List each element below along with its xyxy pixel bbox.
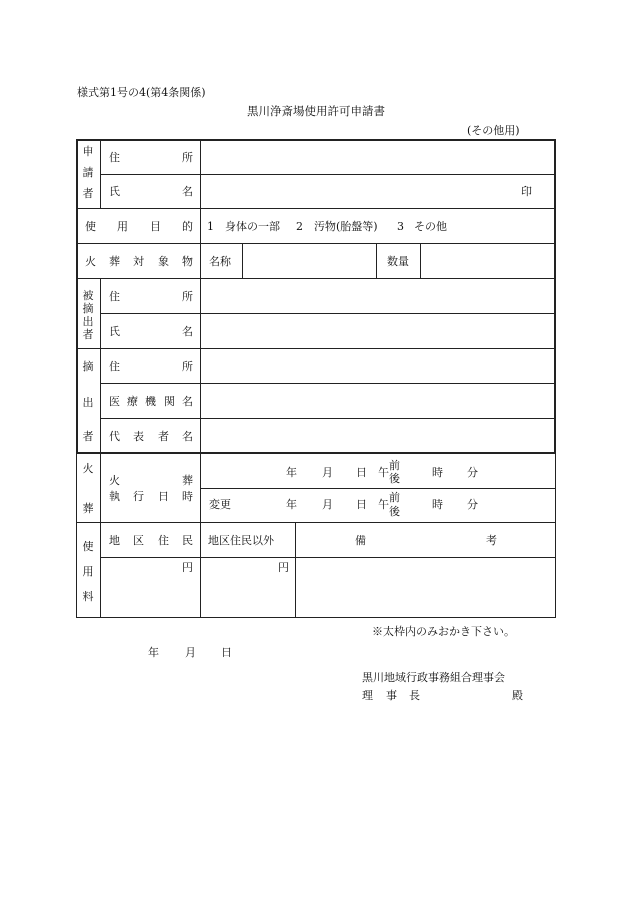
organization-name: 黒川地域行政事務組合理事会 <box>362 671 505 684</box>
applicant-address-field[interactable] <box>202 141 554 173</box>
object-quantity-field[interactable] <box>422 245 553 277</box>
date-day: 日 <box>221 646 232 659</box>
extractor-label-2: 出 <box>82 396 94 409</box>
fee-label-3: 料 <box>82 590 94 603</box>
purpose-label-3: 目 <box>150 220 161 233</box>
cremation-label-2: 葬 <box>82 502 94 515</box>
change-day-unit: 日 <box>356 498 367 511</box>
purpose-option-1-number: 1 <box>207 220 214 233</box>
change-minute-unit: 分 <box>467 498 478 511</box>
applicant-address-label-2: 所 <box>182 151 193 164</box>
remarks-field[interactable] <box>296 558 554 616</box>
extracted-name-field[interactable] <box>202 315 554 347</box>
hour-unit: 時 <box>432 466 443 479</box>
change-pm-option[interactable]: 後 <box>389 505 400 518</box>
institution-label-1: 医 <box>109 395 120 408</box>
resident-label-4: 民 <box>182 534 193 547</box>
purpose-option-3[interactable]: その他 <box>414 220 447 233</box>
am-option[interactable]: 前 <box>389 459 400 472</box>
institution-label-5: 名 <box>182 395 193 408</box>
purpose-label-4: 的 <box>182 220 193 233</box>
object-label-2: 葬 <box>109 255 120 268</box>
representative-label-2: 表 <box>133 430 144 443</box>
nonresident-label: 地区住民以外 <box>208 534 274 547</box>
change-label: 変更 <box>209 498 231 511</box>
purpose-label-1: 使 <box>85 220 96 233</box>
extracted-name-label-1: 氏 <box>109 325 120 338</box>
cremation-label-1: 火 <box>82 462 94 475</box>
resident-fee-field[interactable] <box>101 558 199 616</box>
extractor-address-label-1: 住 <box>109 360 120 373</box>
applicant-name-label-1: 氏 <box>109 185 120 198</box>
cremation-dt-label-1b: 葬 <box>182 474 193 487</box>
extracted-name-label-2: 名 <box>182 325 193 338</box>
cremation-dt-label-2a: 執 <box>109 490 120 503</box>
extracted-label-4: 者 <box>82 328 94 341</box>
remarks-label-2: 考 <box>486 534 497 547</box>
form-title: 黒川浄斎場使用許可申請書 <box>247 104 385 118</box>
day-unit: 日 <box>356 466 367 479</box>
representative-label-4: 名 <box>182 430 193 443</box>
extracted-address-field[interactable] <box>202 280 554 312</box>
date-month: 月 <box>185 646 196 659</box>
object-label-3: 対 <box>133 255 144 268</box>
cremation-dt-label-2b: 行 <box>133 490 144 503</box>
seal-mark: 印 <box>521 185 532 198</box>
extractor-label-3: 者 <box>82 430 94 443</box>
applicant-label-3: 者 <box>82 187 94 200</box>
applicant-label-1: 申 <box>82 145 94 158</box>
institution-label-2: 療 <box>127 395 138 408</box>
purpose-option-1[interactable]: 身体の一部 <box>225 220 280 233</box>
cremation-dt-label-1a: 火 <box>109 474 120 487</box>
extracted-address-label-2: 所 <box>182 290 193 303</box>
purpose-option-2[interactable]: 汚物(胎盤等) <box>314 220 378 233</box>
nonresident-fee-field[interactable] <box>201 558 294 616</box>
object-label-5: 物 <box>182 255 193 268</box>
month-unit: 月 <box>322 466 333 479</box>
minute-unit: 分 <box>467 466 478 479</box>
purpose-option-3-number: 3 <box>397 220 404 233</box>
change-month-unit: 月 <box>322 498 333 511</box>
change-hour-unit: 時 <box>432 498 443 511</box>
change-am-option[interactable]: 前 <box>389 491 400 504</box>
resident-label-2: 区 <box>133 534 144 547</box>
pm-option[interactable]: 後 <box>389 472 400 485</box>
cremation-dt-label-2c: 日 <box>158 490 169 503</box>
resident-label-1: 地 <box>109 534 120 547</box>
footer-note: ※太枠内のみおかき下さい。 <box>372 625 515 638</box>
extracted-label-1: 被 <box>82 289 94 302</box>
extractor-label-1: 摘 <box>82 360 94 373</box>
chair-label-2: 事 <box>386 689 397 702</box>
applicant-name-label-2: 名 <box>182 185 193 198</box>
fee-label-1: 使 <box>82 540 94 553</box>
change-meridiem-unit: 午 <box>378 498 389 511</box>
extractor-address-label-2: 所 <box>182 360 193 373</box>
change-year-unit: 年 <box>286 498 297 511</box>
chair-label-3: 長 <box>409 689 420 702</box>
applicant-label-2: 請 <box>82 166 94 179</box>
date-year: 年 <box>148 646 159 659</box>
remarks-label-1: 備 <box>355 534 366 547</box>
object-quantity-label: 数量 <box>387 255 409 268</box>
purpose-label-2: 用 <box>117 220 128 233</box>
representative-field[interactable] <box>202 420 554 451</box>
institution-label-4: 関 <box>164 395 175 408</box>
year-unit: 年 <box>286 466 297 479</box>
object-label-4: 象 <box>158 255 169 268</box>
fee-label-2: 用 <box>82 565 94 578</box>
object-name-label: 名称 <box>209 255 231 268</box>
nonresident-yen: 円 <box>278 561 289 574</box>
representative-label-1: 代 <box>109 430 120 443</box>
purpose-option-2-number: 2 <box>296 220 303 233</box>
cremation-dt-label-2d: 時 <box>182 490 193 503</box>
institution-label-3: 機 <box>145 395 156 408</box>
form-subtitle: (その他用) <box>467 124 520 137</box>
representative-label-3: 者 <box>158 430 169 443</box>
extracted-label-3: 出 <box>82 315 94 328</box>
resident-label-3: 住 <box>158 534 169 547</box>
extracted-label-2: 摘 <box>82 302 94 315</box>
extractor-address-field[interactable] <box>202 350 554 382</box>
form-number: 様式第1号の4(第4条関係) <box>77 86 206 99</box>
object-name-field[interactable] <box>244 245 375 277</box>
applicant-name-field[interactable] <box>202 175 512 207</box>
applicant-address-label-1: 住 <box>109 151 120 164</box>
resident-yen: 円 <box>182 561 193 574</box>
meridiem-unit: 午 <box>378 466 389 479</box>
object-label-1: 火 <box>85 255 96 268</box>
chair-label-1: 理 <box>362 689 373 702</box>
institution-field[interactable] <box>202 385 554 417</box>
honorific: 殿 <box>512 689 523 702</box>
extracted-address-label-1: 住 <box>109 290 120 303</box>
